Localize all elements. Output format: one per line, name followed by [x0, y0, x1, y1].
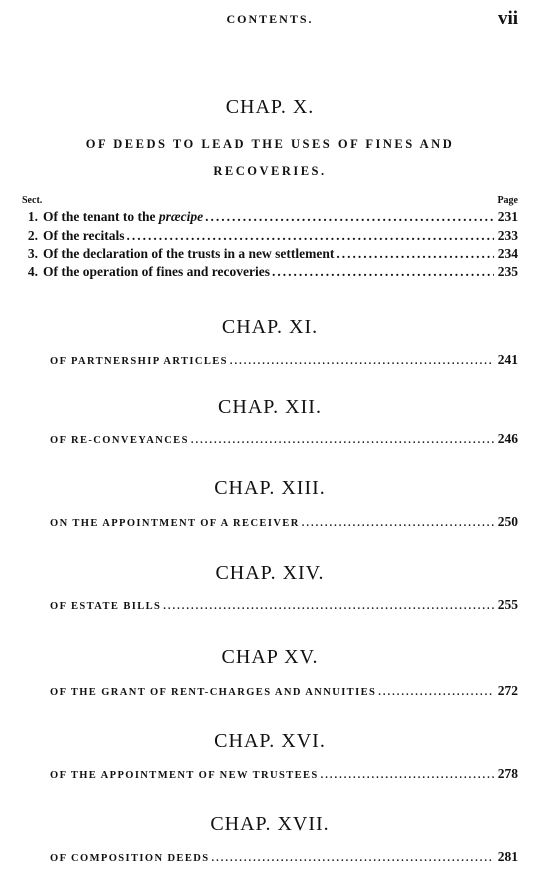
chapter-entry-title: OF COMPOSITION DEEDS — [50, 853, 210, 864]
chapter-entry[interactable] — [50, 597, 518, 614]
chapter-entry[interactable] — [50, 514, 518, 531]
chapter-heading: CHAP XV. — [221, 646, 319, 668]
section-number: 1. — [27, 209, 38, 224]
chapter-entry[interactable] — [50, 766, 518, 783]
chapter-entry[interactable] — [50, 849, 518, 866]
chapter-entry-title: OF THE APPOINTMENT OF NEW TRUSTEES — [50, 770, 319, 781]
leader-dots — [163, 601, 493, 612]
chapter-entry-title: OF THE GRANT OF RENT-CHARGES AND ANNUITIES — [50, 687, 377, 698]
section-number: 3. — [27, 246, 38, 261]
section-page: 231 — [497, 209, 518, 224]
leader-dots — [191, 435, 494, 446]
chapter-subtitle-line2: RECOVERIES. — [213, 164, 327, 178]
chapter-heading-x: CHAP. X. — [225, 96, 315, 118]
running-head — [0, 8, 540, 34]
chapter-heading: CHAP. XIII. — [214, 477, 326, 499]
column-labels — [22, 195, 518, 209]
chapter-entry[interactable] — [50, 352, 518, 369]
chapter-heading: CHAP. XIV. — [215, 562, 325, 584]
leader-dots — [126, 228, 493, 244]
section-title: Of the declaration of the trusts in a new settlement — [43, 246, 335, 261]
chapter-heading: CHAP. XVII. — [210, 813, 330, 835]
leader-dots — [302, 518, 494, 529]
running-title: CONTENTS. — [226, 12, 314, 26]
section-entry[interactable] — [22, 209, 518, 226]
chapter-entry-page: 255 — [497, 597, 518, 612]
leader-dots — [321, 770, 494, 781]
leader-dots — [230, 356, 494, 367]
section-title: Of the recitals — [43, 228, 125, 243]
section-page: 234 — [497, 246, 518, 261]
section-entry[interactable] — [22, 228, 518, 245]
section-entry[interactable] — [22, 246, 518, 263]
leader-dots — [211, 853, 493, 864]
chapter-entry-title: OF ESTATE BILLS — [50, 601, 162, 612]
chapter-heading: CHAP. XII. — [218, 396, 322, 418]
chapter-entry-page: 281 — [497, 849, 518, 864]
chapter-entry[interactable] — [50, 431, 518, 448]
page-label: Page — [497, 195, 518, 206]
section-page: 235 — [497, 264, 518, 279]
leader-dots — [336, 246, 493, 262]
section-title: Of the operation of fines and recoveries — [43, 264, 270, 279]
leader-dots — [272, 264, 494, 280]
chapter-entry-title: OF PARTNERSHIP ARTICLES — [50, 356, 228, 367]
page-number: vii — [497, 8, 518, 29]
chapter-entry-title: ON THE APPOINTMENT OF A RECEIVER — [50, 518, 300, 529]
chapter-entry-page: 278 — [497, 766, 518, 781]
sect-label: Sect. — [22, 195, 43, 206]
chapter-entry-title: OF RE-CONVEYANCES — [50, 435, 189, 446]
leader-dots — [205, 209, 494, 225]
chapter-subtitle-line1: OF DEEDS TO LEAD THE USES OF FINES AND — [85, 137, 455, 151]
section-number: 4. — [27, 264, 38, 279]
chapter-heading: CHAP. XI. — [221, 316, 319, 338]
section-title-italic: præcipe — [158, 209, 204, 224]
section-page: 233 — [497, 228, 518, 243]
section-number: 2. — [27, 228, 38, 243]
section-title: Of the tenant to the præcipe — [43, 209, 204, 224]
chapter-entry-page: 246 — [497, 431, 518, 446]
chapter-entry[interactable] — [50, 683, 518, 700]
chapter-entry-page: 250 — [497, 514, 518, 529]
leader-dots — [378, 687, 494, 698]
chapter-heading: CHAP. XVI. — [214, 730, 326, 752]
chapter-entry-page: 272 — [497, 683, 518, 698]
section-entry[interactable] — [22, 264, 518, 281]
chapter-entry-page: 241 — [497, 352, 518, 367]
